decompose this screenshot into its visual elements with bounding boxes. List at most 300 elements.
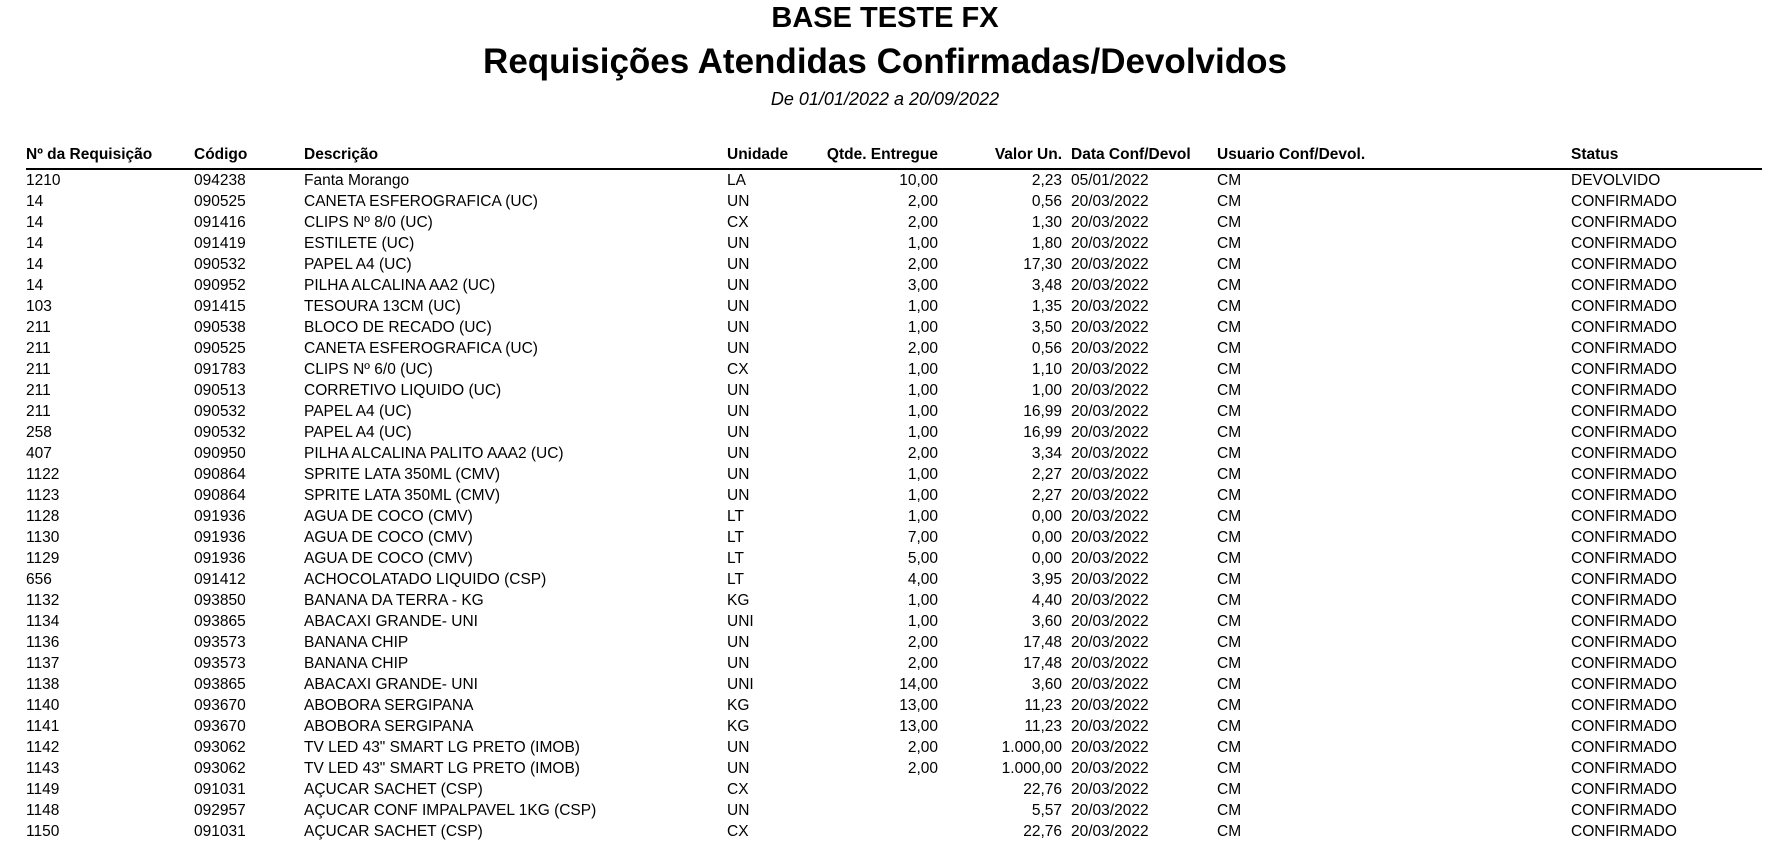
table-row [26, 254, 1762, 275]
data-cell: 20/03/2022 [1071, 613, 1149, 630]
gap-cell [1062, 359, 1071, 380]
data-cell: 20/03/2022 [1071, 298, 1149, 315]
valor-cell: 5,57 [1031, 802, 1062, 819]
valor-cell: 0,56 [1031, 193, 1062, 210]
table-row [26, 422, 1762, 443]
report-title: BASE TESTE FX [771, 2, 999, 34]
usuario-cell: CM [1217, 277, 1242, 294]
requisicao-cell: 258 [26, 424, 52, 441]
descricao-cell: AÇUCAR SACHET (CSP) [304, 823, 483, 840]
gap-cell [1062, 401, 1071, 422]
gap-cell [1062, 569, 1071, 590]
gap-cell [1062, 779, 1071, 800]
codigo-cell: 093865 [194, 676, 246, 693]
valor-cell: 17,48 [1023, 634, 1062, 651]
descricao-cell: ACHOCOLATADO LIQUIDO (CSP) [304, 571, 547, 588]
gap-cell [1062, 527, 1071, 548]
status-cell: CONFIRMADO [1571, 802, 1677, 819]
data-cell: 20/03/2022 [1071, 676, 1149, 693]
unidade-cell: UN [727, 424, 750, 441]
table-row [26, 317, 1762, 338]
usuario-cell: CM [1217, 403, 1242, 420]
gap-cell [1062, 821, 1071, 842]
status-cell: CONFIRMADO [1571, 550, 1677, 567]
table-row [26, 821, 1762, 842]
valor-cell: 1.000,00 [1001, 760, 1062, 777]
descricao-cell: TV LED 43" SMART LG PRETO (IMOB) [304, 760, 580, 777]
qtde-cell: 1,00 [907, 382, 938, 399]
valor-cell: 1,30 [1031, 214, 1062, 231]
status-cell: CONFIRMADO [1571, 424, 1677, 441]
valor-cell: 22,76 [1023, 781, 1062, 798]
table-row [26, 632, 1762, 653]
valor-cell: 11,23 [1024, 718, 1062, 735]
descricao-cell: CANETA ESFEROGRAFICA (UC) [304, 193, 538, 210]
table-row [26, 569, 1762, 590]
qtde-cell: 5,00 [907, 550, 938, 567]
usuario-cell: CM [1217, 676, 1242, 693]
status-cell: CONFIRMADO [1571, 340, 1677, 357]
usuario-cell: CM [1217, 445, 1242, 462]
data-cell: 20/03/2022 [1071, 424, 1149, 441]
data-cell: 20/03/2022 [1071, 550, 1149, 567]
data-cell: 20/03/2022 [1071, 403, 1149, 420]
data-cell: 05/01/2022 [1071, 172, 1149, 189]
column-header-gap [1062, 138, 1071, 169]
gap-cell [1062, 254, 1071, 275]
codigo-cell: 090525 [194, 193, 246, 210]
descricao-cell: ABOBORA SERGIPANA [304, 697, 474, 714]
column-header-qtde: Qtde. Entregue [822, 138, 938, 169]
gap-cell [1062, 317, 1071, 338]
usuario-cell: CM [1217, 424, 1242, 441]
requisicao-cell: 211 [26, 403, 51, 420]
table-row [26, 443, 1762, 464]
gap-cell [1062, 380, 1071, 401]
qtde-cell: 3,00 [907, 277, 938, 294]
qtde-cell: 2,00 [907, 445, 938, 462]
qtde-cell [822, 779, 938, 800]
status-cell: CONFIRMADO [1571, 676, 1677, 693]
unidade-cell: LT [727, 508, 744, 525]
table-row [26, 716, 1762, 737]
unidade-cell: LT [727, 529, 744, 546]
gap-cell [1062, 653, 1071, 674]
qtde-cell: 1,00 [907, 424, 938, 441]
descricao-cell: AGUA DE COCO (CMV) [304, 508, 473, 525]
column-header-valor: Valor Un. [938, 138, 1062, 169]
table-header [26, 138, 1762, 169]
codigo-cell: 093865 [194, 613, 246, 630]
unidade-cell: UN [727, 193, 750, 210]
usuario-cell: CM [1217, 655, 1242, 672]
descricao-cell: PILHA ALCALINA PALITO AAA2 (UC) [304, 445, 564, 462]
codigo-cell: 090952 [194, 277, 246, 294]
unidade-cell: CX [727, 781, 749, 798]
requisicao-cell: 1123 [26, 487, 60, 504]
table-row [26, 275, 1762, 296]
descricao-cell: CORRETIVO LIQUIDO (UC) [304, 382, 502, 399]
requisicao-cell: 1210 [26, 172, 61, 189]
descricao-cell: CLIPS Nº 6/0 (UC) [304, 361, 433, 378]
descricao-cell: TV LED 43" SMART LG PRETO (IMOB) [304, 739, 580, 756]
table-row [26, 527, 1762, 548]
data-cell: 20/03/2022 [1071, 319, 1149, 336]
qtde-cell: 1,00 [907, 361, 938, 378]
unidade-cell: UN [727, 634, 750, 651]
valor-cell: 4,40 [1031, 592, 1062, 609]
usuario-cell: CM [1217, 697, 1242, 714]
requisicao-cell: 14 [26, 277, 44, 294]
gap-cell [1062, 443, 1071, 464]
requisicao-cell: 1150 [26, 823, 60, 840]
descricao-cell: AÇUCAR CONF IMPALPAVEL 1KG (CSP) [304, 802, 597, 819]
status-cell: CONFIRMADO [1571, 235, 1677, 252]
status-cell: CONFIRMADO [1571, 256, 1677, 273]
status-cell: CONFIRMADO [1571, 823, 1677, 840]
descricao-cell: PILHA ALCALINA AA2 (UC) [304, 277, 496, 294]
table-row [26, 401, 1762, 422]
descricao-cell: AGUA DE COCO (CMV) [304, 550, 473, 567]
gap-cell [1062, 169, 1071, 191]
data-cell: 20/03/2022 [1071, 382, 1149, 399]
codigo-cell: 090532 [194, 424, 246, 441]
valor-cell: 3,95 [1031, 571, 1062, 588]
unidade-cell: LA [727, 172, 746, 189]
usuario-cell: CM [1217, 634, 1242, 651]
requisicao-cell: 407 [26, 445, 52, 462]
codigo-cell: 091419 [194, 235, 246, 252]
status-cell: CONFIRMADO [1571, 655, 1677, 672]
requisicao-cell: 1129 [26, 550, 60, 567]
descricao-cell: CANETA ESFEROGRAFICA (UC) [304, 340, 538, 357]
data-cell: 20/03/2022 [1071, 277, 1149, 294]
usuario-cell: CM [1217, 172, 1242, 189]
table-row [26, 485, 1762, 506]
requisicao-cell: 211 [26, 361, 51, 378]
valor-cell: 3,50 [1031, 319, 1062, 336]
requisicao-cell: 14 [26, 214, 44, 231]
status-cell: CONFIRMADO [1571, 529, 1677, 546]
data-cell: 20/03/2022 [1071, 571, 1149, 588]
unidade-cell: KG [727, 718, 750, 735]
codigo-cell: 091783 [194, 361, 246, 378]
column-header-descricao: Descrição [304, 138, 727, 169]
column-header-unidade: Unidade [727, 138, 822, 169]
qtde-cell: 14,00 [899, 676, 938, 693]
usuario-cell: CM [1217, 739, 1242, 756]
table-row [26, 296, 1762, 317]
gap-cell [1062, 800, 1071, 821]
qtde-cell: 2,00 [907, 739, 938, 756]
table-row [26, 506, 1762, 527]
unidade-cell: LT [727, 550, 744, 567]
unidade-cell: UN [727, 445, 750, 462]
unidade-cell: UN [727, 277, 750, 294]
qtde-cell: 1,00 [907, 403, 938, 420]
valor-cell: 0,00 [1031, 529, 1062, 546]
data-cell: 20/03/2022 [1071, 634, 1149, 651]
qtde-cell [822, 821, 938, 842]
valor-cell: 3,60 [1031, 613, 1062, 630]
status-cell: CONFIRMADO [1571, 487, 1677, 504]
usuario-cell: CM [1217, 298, 1242, 315]
data-cell: 20/03/2022 [1071, 739, 1149, 756]
data-cell: 20/03/2022 [1071, 823, 1149, 840]
column-header-requisicao: Nº da Requisição [26, 138, 194, 169]
status-cell: CONFIRMADO [1571, 508, 1677, 525]
requisicao-cell: 1132 [26, 592, 60, 609]
qtde-cell: 1,00 [907, 613, 938, 630]
qtde-cell: 1,00 [907, 487, 938, 504]
valor-cell: 2,23 [1031, 172, 1062, 189]
qtde-cell: 2,00 [907, 214, 938, 231]
gap-cell [1062, 485, 1071, 506]
gap-cell [1062, 611, 1071, 632]
unidade-cell: UNI [727, 613, 754, 630]
gap-cell [1062, 548, 1071, 569]
requisicao-cell: 1140 [26, 697, 60, 714]
valor-cell: 1,35 [1031, 298, 1062, 315]
data-cell: 20/03/2022 [1071, 529, 1149, 546]
table-row [26, 191, 1762, 212]
codigo-cell: 090864 [194, 487, 246, 504]
data-cell: 20/03/2022 [1071, 214, 1149, 231]
table-row [26, 233, 1762, 254]
valor-cell: 17,48 [1023, 655, 1062, 672]
codigo-cell: 094238 [194, 172, 246, 189]
codigo-cell: 093573 [194, 634, 246, 651]
unidade-cell: UNI [727, 676, 754, 693]
qtde-cell: 13,00 [899, 718, 938, 735]
codigo-cell: 093670 [194, 718, 246, 735]
codigo-cell: 092957 [194, 802, 246, 819]
table-row [26, 758, 1762, 779]
usuario-cell: CM [1217, 550, 1242, 567]
gap-cell [1062, 590, 1071, 611]
table-row [26, 779, 1762, 800]
gap-cell [1062, 296, 1071, 317]
data-cell: 20/03/2022 [1071, 445, 1149, 462]
data-cell: 20/03/2022 [1071, 193, 1149, 210]
valor-cell: 3,48 [1031, 277, 1062, 294]
requisicao-cell: 211 [26, 340, 51, 357]
valor-cell: 2,27 [1031, 466, 1062, 483]
codigo-cell: 091031 [194, 823, 246, 840]
report-period: De 01/01/2022 a 20/09/2022 [770, 89, 1000, 109]
status-cell: CONFIRMADO [1571, 382, 1677, 399]
usuario-cell: CM [1217, 361, 1242, 378]
descricao-cell: BANANA DA TERRA - KG [304, 592, 484, 609]
requisicao-cell: 14 [26, 193, 44, 210]
codigo-cell: 090525 [194, 340, 246, 357]
column-header-usuario: Usuario Conf/Devol. [1217, 138, 1571, 169]
valor-cell: 1,80 [1031, 235, 1062, 252]
usuario-cell: CM [1217, 382, 1242, 399]
status-cell: CONFIRMADO [1571, 592, 1677, 609]
unidade-cell: UN [727, 319, 750, 336]
usuario-cell: CM [1217, 466, 1242, 483]
unidade-cell: UN [727, 256, 750, 273]
requisicao-cell: 1142 [26, 739, 60, 756]
status-cell: CONFIRMADO [1571, 634, 1677, 651]
table-row [26, 464, 1762, 485]
qtde-cell: 1,00 [907, 298, 938, 315]
unidade-cell: UN [727, 655, 750, 672]
codigo-cell: 090532 [194, 403, 246, 420]
descricao-cell: PAPEL A4 (UC) [304, 424, 412, 441]
status-cell: CONFIRMADO [1571, 193, 1677, 210]
unidade-cell: KG [727, 697, 750, 714]
descricao-cell: ABOBORA SERGIPANA [304, 718, 474, 735]
requisicao-cell: 211 [26, 382, 51, 399]
gap-cell [1062, 758, 1071, 779]
column-header-status: Status [1571, 138, 1762, 169]
qtde-cell: 2,00 [907, 634, 938, 651]
valor-cell: 2,27 [1031, 487, 1062, 504]
data-cell: 20/03/2022 [1071, 361, 1149, 378]
unidade-cell: UN [727, 466, 750, 483]
status-cell: CONFIRMADO [1571, 214, 1677, 231]
status-cell: CONFIRMADO [1571, 277, 1677, 294]
report-table [26, 138, 1762, 842]
descricao-cell: BANANA CHIP [304, 634, 409, 651]
unidade-cell: UN [727, 340, 750, 357]
status-cell: CONFIRMADO [1571, 361, 1677, 378]
gap-cell [1062, 275, 1071, 296]
data-cell: 20/03/2022 [1071, 340, 1149, 357]
status-cell: CONFIRMADO [1571, 718, 1677, 735]
table-row [26, 674, 1762, 695]
codigo-cell: 093573 [194, 655, 246, 672]
valor-cell: 1.000,00 [1001, 739, 1062, 756]
requisicao-cell: 211 [26, 319, 51, 336]
codigo-cell: 090513 [194, 382, 246, 399]
unidade-cell: CX [727, 214, 749, 231]
table-body [26, 169, 1762, 842]
qtde-cell: 2,00 [907, 655, 938, 672]
valor-cell: 1,00 [1031, 382, 1062, 399]
gap-cell [1062, 191, 1071, 212]
table-row [26, 169, 1762, 191]
unidade-cell: LT [727, 571, 744, 588]
usuario-cell: CM [1217, 802, 1242, 819]
codigo-cell: 093062 [194, 760, 246, 777]
unidade-cell: UN [727, 487, 750, 504]
gap-cell [1062, 233, 1071, 254]
valor-cell: 1,10 [1031, 361, 1062, 378]
valor-cell: 11,23 [1024, 697, 1062, 714]
usuario-cell: CM [1217, 235, 1242, 252]
requisicao-cell: 1128 [26, 508, 60, 525]
status-cell: CONFIRMADO [1571, 739, 1677, 756]
descricao-cell: TESOURA 13CM (UC) [304, 298, 461, 315]
status-cell: CONFIRMADO [1571, 319, 1677, 336]
gap-cell [1062, 737, 1071, 758]
qtde-cell: 2,00 [907, 760, 938, 777]
codigo-cell: 093850 [194, 592, 246, 609]
requisicao-cell: 1143 [26, 760, 60, 777]
unidade-cell: UN [727, 382, 750, 399]
valor-cell: 22,76 [1023, 823, 1062, 840]
requisicao-cell: 1149 [26, 781, 60, 798]
valor-cell: 3,34 [1031, 445, 1062, 462]
status-cell: CONFIRMADO [1571, 781, 1677, 798]
status-cell: CONFIRMADO [1571, 760, 1677, 777]
status-cell: DEVOLVIDO [1571, 172, 1661, 189]
column-header-data: Data Conf/Devol [1071, 138, 1217, 169]
status-cell: CONFIRMADO [1571, 571, 1677, 588]
gap-cell [1062, 338, 1071, 359]
unidade-cell: KG [727, 592, 750, 609]
descricao-cell: CLIPS Nº 8/0 (UC) [304, 214, 433, 231]
table-row [26, 548, 1762, 569]
unidade-cell: UN [727, 760, 750, 777]
qtde-cell: 2,00 [907, 340, 938, 357]
unidade-cell: UN [727, 403, 750, 420]
status-cell: CONFIRMADO [1571, 613, 1677, 630]
requisicao-cell: 1136 [26, 634, 60, 651]
qtde-cell: 7,00 [907, 529, 938, 546]
descricao-cell: BANANA CHIP [304, 655, 409, 672]
qtde-cell: 1,00 [907, 592, 938, 609]
codigo-cell: 090950 [194, 445, 246, 462]
data-cell: 20/03/2022 [1071, 802, 1149, 819]
descricao-cell: PAPEL A4 (UC) [304, 256, 412, 273]
descricao-cell: BLOCO DE RECADO (UC) [304, 319, 492, 336]
descricao-cell: ESTILETE (UC) [304, 235, 415, 252]
codigo-cell: 091416 [194, 214, 246, 231]
unidade-cell: UN [727, 802, 750, 819]
valor-cell: 16,99 [1023, 403, 1062, 420]
qtde-cell: 1,00 [907, 508, 938, 525]
usuario-cell: CM [1217, 613, 1242, 630]
usuario-cell: CM [1217, 529, 1242, 546]
qtde-cell: 1,00 [907, 466, 938, 483]
valor-cell: 16,99 [1023, 424, 1062, 441]
table-row [26, 359, 1762, 380]
table-row [26, 695, 1762, 716]
requisicao-cell: 656 [26, 571, 52, 588]
valor-cell: 0,00 [1031, 508, 1062, 525]
requisicao-cell: 103 [26, 298, 52, 315]
table-row [26, 737, 1762, 758]
qtde-cell: 2,00 [907, 256, 938, 273]
usuario-cell: CM [1217, 592, 1242, 609]
unidade-cell: CX [727, 823, 749, 840]
qtde-cell: 1,00 [907, 235, 938, 252]
descricao-cell: AÇUCAR SACHET (CSP) [304, 781, 483, 798]
usuario-cell: CM [1217, 319, 1242, 336]
qtde-cell: 4,00 [907, 571, 938, 588]
data-cell: 20/03/2022 [1071, 697, 1149, 714]
data-cell: 20/03/2022 [1071, 655, 1149, 672]
table-row [26, 338, 1762, 359]
gap-cell [1062, 695, 1071, 716]
table-row [26, 590, 1762, 611]
descricao-cell: PAPEL A4 (UC) [304, 403, 412, 420]
status-cell: CONFIRMADO [1571, 466, 1677, 483]
valor-cell: 0,00 [1031, 550, 1062, 567]
data-cell: 20/03/2022 [1071, 487, 1149, 504]
column-header-codigo: Código [194, 138, 304, 169]
data-cell: 20/03/2022 [1071, 781, 1149, 798]
unidade-cell: UN [727, 739, 750, 756]
report-subtitle: Requisições Atendidas Confirmadas/Devolvidos [483, 42, 1287, 81]
usuario-cell: CM [1217, 214, 1242, 231]
descricao-cell: SPRITE LATA 350ML (CMV) [304, 487, 501, 504]
codigo-cell: 090538 [194, 319, 246, 336]
